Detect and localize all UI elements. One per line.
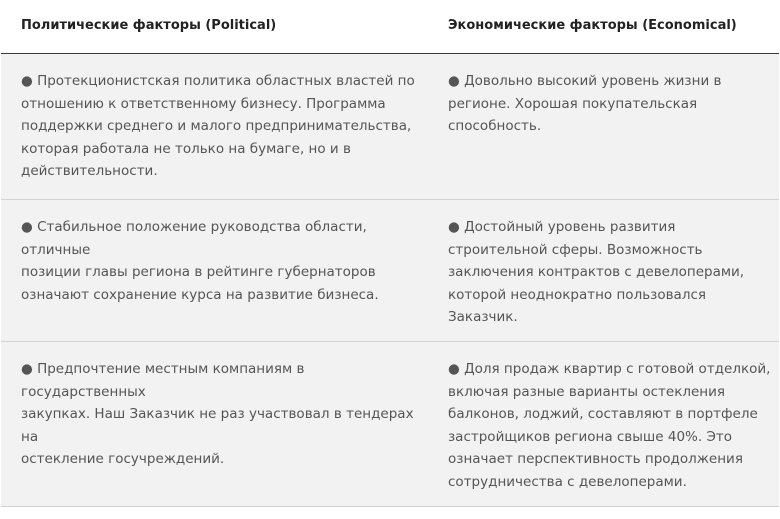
political-cell: ● Протекционистская политика областных властей по отношению к ответственному бизнесу. Программа поддержки среднего и малого предпринимательства, которая работала не только на бумаге, но и в действительности. [21,73,415,179]
economical-cell: ● Доля продаж квартир с готовой отделкой, включая разные варианты остекления балконов, лоджий, составляют в портфеле застройщиков региона свыше 40%. Это означает перспективность продолжения сотрудничества с девелоперами. [448,361,771,490]
table-row [1,342,779,507]
political-cell: ● Стабильное положение руководства области, отличные позиции главы региона в рейтинге губернаторов означают сохранение курса на развитие бизнеса. [21,219,379,303]
header-economical: Экономические факторы (Economical) [448,18,737,33]
table-row [1,200,779,342]
economical-cell: ● Достойный уровень развития строительной сферы. Возможность заключения контрактов с девелоперами, которой неоднократно пользовался Заказчик. [448,219,745,325]
political-cell: ● Предпочтение местным компаниям в государственных закупках. Наш Заказчик не раз участвовал в тендерах на остекление госучреждений. [21,361,414,467]
pest-table [1,0,779,507]
economical-cell: ● Довольно высокий уровень жизни в регионе. Хорошая покупательская способность. [448,73,722,134]
header-political: Политические факторы (Political) [21,18,277,33]
table-row [1,54,779,200]
table-header [1,0,779,54]
